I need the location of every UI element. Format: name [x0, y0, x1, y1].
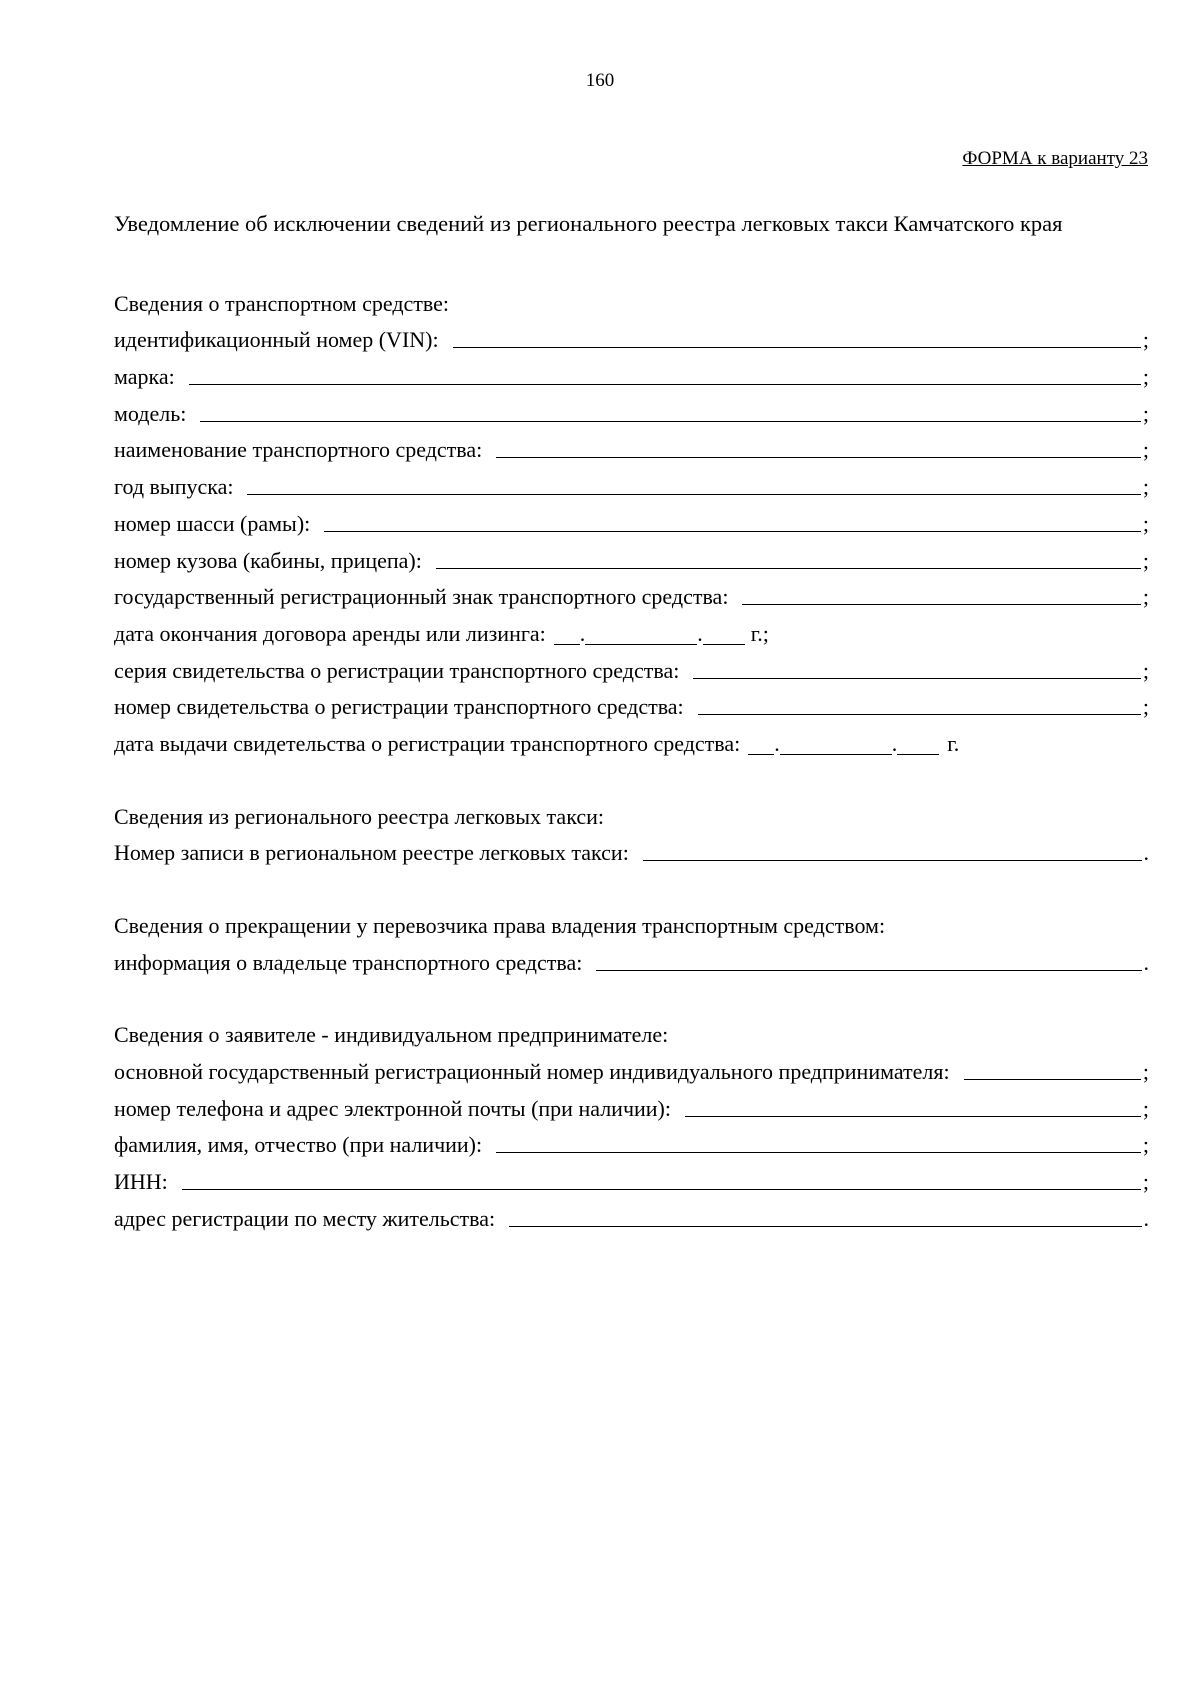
year-blank[interactable]	[703, 624, 745, 645]
field-label: информация о владельце транспортного средства:	[114, 949, 583, 975]
spacer	[114, 976, 1149, 1012]
cert-series-row	[114, 647, 1149, 684]
brand-field[interactable]	[189, 364, 1141, 385]
record-number-row	[114, 830, 1149, 867]
punctuation: ;	[1142, 547, 1149, 573]
lease-end-row	[114, 610, 1149, 647]
record-number-field[interactable]	[643, 840, 1142, 861]
brand-row	[114, 353, 1149, 390]
field-label: ИНН:	[114, 1169, 168, 1195]
contacts-row	[114, 1085, 1149, 1122]
form-reference: ФОРМА к варианту 23	[962, 148, 1148, 169]
owner-info-row	[114, 939, 1149, 976]
vehicle-name-row	[114, 427, 1149, 464]
day-blank[interactable]	[748, 734, 774, 755]
field-label: номер кузова (кабины, прицепа):	[114, 547, 422, 573]
body-number-field[interactable]	[436, 548, 1141, 569]
year-blank[interactable]	[897, 734, 939, 755]
punctuation: ;	[1142, 1095, 1149, 1121]
vin-field[interactable]	[453, 327, 1141, 348]
punctuation: ;	[1142, 694, 1149, 720]
field-label: адрес регистрации по месту жительства:	[114, 1205, 496, 1231]
page-number: 160	[585, 70, 615, 91]
punctuation: ;	[1142, 584, 1149, 610]
field-label: Номер записи в региональном реестре легковых такси:	[114, 840, 629, 866]
section-heading: Сведения о заявителе - индивидуальном предпринимателе:	[114, 1022, 669, 1048]
date-separator: .	[774, 730, 780, 756]
inn-row	[114, 1158, 1149, 1195]
field-label: марка:	[114, 364, 175, 390]
cert-date-row	[114, 720, 1149, 757]
plate-field[interactable]	[742, 584, 1140, 605]
punctuation: .	[1143, 840, 1149, 866]
cert-date-field[interactable]	[748, 731, 939, 757]
field-label: год выпуска:	[114, 474, 234, 500]
date-separator: .	[891, 730, 898, 756]
field-label: государственный регистрационный знак транспортного средства:	[114, 584, 729, 610]
punctuation: ;	[1142, 437, 1149, 463]
spacer	[114, 757, 1149, 793]
punctuation: ;	[1142, 327, 1149, 353]
body-row	[114, 537, 1149, 574]
field-label: модель:	[114, 400, 187, 426]
punctuation: ;	[1142, 510, 1149, 536]
ogrnip-field[interactable]	[964, 1059, 1141, 1080]
month-blank[interactable]	[780, 734, 892, 755]
year-row	[114, 463, 1149, 500]
lease-end-date-field[interactable]	[554, 621, 745, 647]
section-heading: Сведения из регионального реестра легковых такси:	[114, 803, 604, 829]
registry-section-heading	[114, 793, 1149, 830]
field-label: фамилия, имя, отчество (при наличии):	[114, 1132, 483, 1158]
punctuation: ;	[1142, 400, 1149, 426]
date-separator: .	[579, 620, 586, 646]
field-label: номер свидетельства о регистрации транспортного средства:	[114, 694, 684, 720]
punctuation: ;	[1142, 1169, 1149, 1195]
ogrnip-row	[114, 1048, 1149, 1085]
spacer	[114, 866, 1149, 902]
vehicle-section-heading	[114, 280, 1149, 317]
model-field[interactable]	[200, 401, 1141, 422]
section-heading: Сведения о транспортном средстве:	[114, 290, 450, 316]
punctuation: ;	[1142, 1059, 1149, 1085]
ownership-section-heading	[114, 902, 1149, 939]
field-label: серия свидетельства о регистрации транспортного средства:	[114, 657, 680, 683]
owner-info-field[interactable]	[596, 950, 1141, 971]
address-row	[114, 1195, 1149, 1232]
field-label: номер шасси (рамы):	[114, 510, 311, 536]
year-suffix: г.	[947, 730, 960, 756]
month-blank[interactable]	[585, 624, 697, 645]
day-blank[interactable]	[554, 624, 580, 645]
field-label: номер телефона и адрес электронной почты (при наличии):	[114, 1095, 671, 1121]
punctuation: ;	[1142, 657, 1149, 683]
form-body	[114, 280, 1149, 1232]
cert-number-field[interactable]	[698, 694, 1141, 715]
punctuation: ;	[1142, 474, 1149, 500]
date-separator: .	[697, 620, 703, 646]
chassis-row	[114, 500, 1149, 537]
field-label: дата окончания договора аренды или лизинга:	[114, 620, 546, 646]
punctuation: .	[1143, 949, 1149, 975]
vehicle-name-field[interactable]	[496, 437, 1141, 458]
chassis-field[interactable]	[324, 511, 1141, 532]
punctuation: ;	[1142, 1132, 1149, 1158]
contacts-field[interactable]	[685, 1096, 1141, 1117]
cert-series-field[interactable]	[693, 658, 1141, 679]
field-label: основной государственный регистрационный номер индивидуального предпринимателя:	[114, 1059, 950, 1085]
model-row	[114, 390, 1149, 427]
plate-row	[114, 574, 1149, 611]
section-heading: Сведения о прекращении у перевозчика права владения транспортным средством:	[114, 913, 886, 938]
field-label: наименование транспортного средства:	[114, 437, 483, 463]
vin-row	[114, 317, 1149, 354]
year-suffix: г.;	[750, 620, 769, 646]
full-name-row	[114, 1122, 1149, 1159]
address-field[interactable]	[509, 1206, 1141, 1227]
cert-number-row	[114, 684, 1149, 721]
applicant-section-heading	[114, 1012, 1149, 1049]
full-name-field[interactable]	[496, 1132, 1141, 1153]
punctuation: ;	[1142, 364, 1149, 390]
field-label: дата выдачи свидетельства о регистрации транспортного средства:	[114, 730, 741, 756]
year-field[interactable]	[247, 474, 1140, 495]
document-title: Уведомление об исключении сведений из регионального реестра легковых такси Камчатского края	[114, 211, 1063, 236]
punctuation: .	[1143, 1205, 1149, 1231]
inn-field[interactable]	[182, 1169, 1141, 1190]
field-label: идентификационный номер (VIN):	[114, 327, 439, 353]
